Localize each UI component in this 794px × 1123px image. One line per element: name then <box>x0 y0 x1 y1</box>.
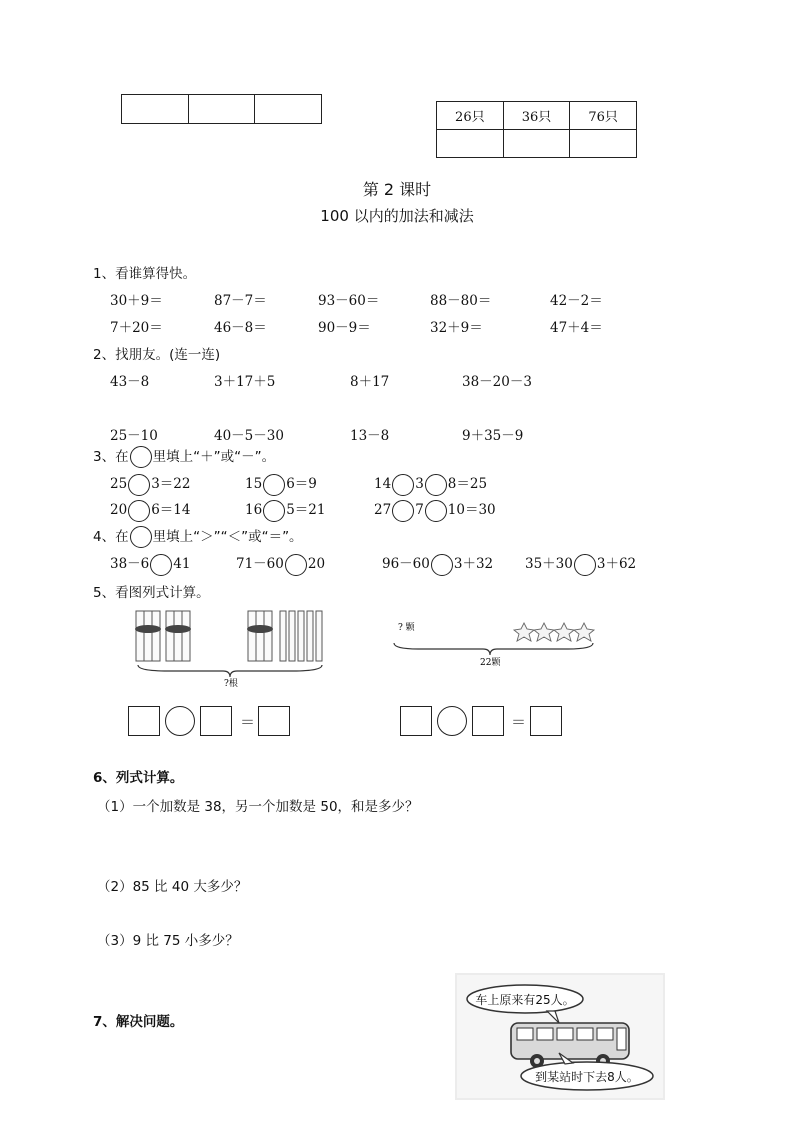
q3-title-b: 里填上“＋”或“－”。 <box>152 449 276 465</box>
q4-operand: 3＋32 <box>453 556 494 572</box>
q4-operand: 96－60 <box>382 556 430 572</box>
q4-operand: 38－6 <box>110 556 150 572</box>
q6-problem-2: （2）85 比 40 大多少？ <box>97 879 248 895</box>
match-item[interactable]: 25－10 <box>110 428 158 444</box>
q4-title-b: 里填上“＞”“＜”或“＝”。 <box>152 529 303 545</box>
q3-operand: 8＝25 <box>447 476 488 492</box>
answer-box[interactable] <box>400 706 432 736</box>
q4-operand: 41 <box>173 556 191 572</box>
answer-cell[interactable] <box>570 130 637 158</box>
answer-circle[interactable] <box>285 554 307 576</box>
q3-item <box>245 498 325 522</box>
q2-title: 2、找朋友。(连一连) <box>93 347 221 363</box>
q4-item <box>525 552 636 576</box>
q4-operand: 71－60 <box>236 556 284 572</box>
blank-table-left <box>121 94 322 124</box>
q3-operand: 25 <box>110 476 128 492</box>
operator-circle[interactable] <box>165 706 195 736</box>
answer-circle[interactable] <box>128 474 150 496</box>
answer-cell[interactable] <box>503 130 570 158</box>
match-item[interactable]: 8＋17 <box>350 374 390 390</box>
q3-operand: 20 <box>110 502 128 518</box>
q3-operand: 16 <box>245 502 263 518</box>
q3-operand: 7 <box>415 502 424 518</box>
answer-box[interactable] <box>472 706 504 736</box>
answer-cell[interactable] <box>437 130 504 158</box>
q6-problem-3: （3）9 比 75 小多少？ <box>97 933 239 949</box>
q3-item <box>245 472 317 496</box>
q3-title-a: 3、在 <box>93 449 129 465</box>
circle-icon <box>130 446 152 468</box>
q4-title <box>93 525 303 548</box>
match-item[interactable]: 9＋35－9 <box>462 428 524 444</box>
count-table-right <box>436 101 637 158</box>
bus-bubble-top: 车上原来有25人。 <box>475 993 575 1007</box>
q3-operand: 6＝14 <box>151 502 191 518</box>
sticks-picture <box>128 605 338 687</box>
bus-picture <box>455 973 665 1100</box>
answer-circle[interactable] <box>150 554 172 576</box>
q4-operand: 35＋30 <box>525 556 573 572</box>
operator-circle[interactable] <box>437 706 467 736</box>
q4-operand: 3＋62 <box>596 556 637 572</box>
answer-circle[interactable] <box>263 474 285 496</box>
q3-operand: 3＝22 <box>151 476 191 492</box>
q1-item: 42－2＝ <box>550 293 603 309</box>
blank-cell[interactable] <box>188 95 255 124</box>
lesson-subtitle: 100 以内的加法和减法 <box>320 207 474 225</box>
q1-item: 88－80＝ <box>430 293 492 309</box>
q3-item <box>374 472 487 496</box>
q3-operand: 14 <box>374 476 392 492</box>
answer-box[interactable] <box>258 706 290 736</box>
q4-item <box>382 552 493 576</box>
blank-cell[interactable] <box>255 95 322 124</box>
answer-box[interactable] <box>128 706 160 736</box>
match-item[interactable]: 13－8 <box>350 428 390 444</box>
answer-box[interactable] <box>200 706 232 736</box>
q7-title: 7、解决问题。 <box>93 1014 184 1030</box>
answer-box[interactable] <box>530 706 562 736</box>
q4-item <box>236 552 325 576</box>
answer-circle[interactable] <box>574 554 596 576</box>
answer-circle[interactable] <box>392 500 414 522</box>
blank-cell[interactable] <box>122 95 189 124</box>
q4-operand: 20 <box>307 556 326 572</box>
q1-item: 30＋9＝ <box>110 293 163 309</box>
stars-caption-total: 22颗 <box>480 658 501 668</box>
q6-problem-1: （1）一个加数是 38，另一个加数是 50，和是多少？ <box>97 799 419 815</box>
q4-title-a: 4、在 <box>93 529 129 545</box>
q1-item: 32＋9＝ <box>430 320 483 336</box>
q5-title: 5、看图列式计算。 <box>93 585 210 601</box>
q6-title: 6、列式计算。 <box>93 770 184 786</box>
stars-picture <box>388 615 600 670</box>
q3-operand: 3 <box>415 476 424 492</box>
q3-item <box>110 498 190 522</box>
table-header-26: 26只 <box>437 102 504 130</box>
q3-title <box>93 445 275 468</box>
match-item[interactable]: 3＋17＋5 <box>214 374 276 390</box>
q1-item: 90－9＝ <box>318 320 371 336</box>
q3-operand: 10＝30 <box>447 502 496 518</box>
q1-item: 93－60＝ <box>318 293 380 309</box>
answer-circle[interactable] <box>425 500 447 522</box>
q1-title: 1、看谁算得快。 <box>93 266 197 282</box>
equals-sign: ＝ <box>511 713 527 731</box>
table-header-36: 36只 <box>503 102 570 130</box>
q1-item: 46－8＝ <box>214 320 267 336</box>
equals-sign: ＝ <box>240 713 256 731</box>
q1-item: 7＋20＝ <box>110 320 163 336</box>
sticks-caption: ?根 <box>224 679 238 687</box>
q3-operand: 5＝21 <box>286 502 326 518</box>
answer-circle[interactable] <box>263 500 285 522</box>
q3-operand: 27 <box>374 502 392 518</box>
lesson-title: 第 2 课时 <box>362 180 432 199</box>
table-header-76: 76只 <box>570 102 637 130</box>
bus-bubble-bottom: 到某站时下去8人。 <box>535 1070 639 1084</box>
answer-circle[interactable] <box>392 474 414 496</box>
q4-item <box>110 552 190 576</box>
q1-item: 47＋4＝ <box>550 320 603 336</box>
q3-operand: 6＝9 <box>286 476 317 492</box>
q3-item <box>110 472 190 496</box>
circle-icon <box>130 526 152 548</box>
q3-item <box>374 498 496 522</box>
answer-circle[interactable] <box>431 554 453 576</box>
match-item[interactable]: 38－20－3 <box>462 374 532 390</box>
q3-operand: 15 <box>245 476 263 492</box>
answer-circle[interactable] <box>128 500 150 522</box>
match-item[interactable]: 40－5－30 <box>214 428 284 444</box>
answer-circle[interactable] <box>425 474 447 496</box>
stars-caption-unknown: ? 颗 <box>398 623 415 633</box>
q1-item: 87－7＝ <box>214 293 267 309</box>
match-item[interactable]: 43－8 <box>110 374 150 390</box>
